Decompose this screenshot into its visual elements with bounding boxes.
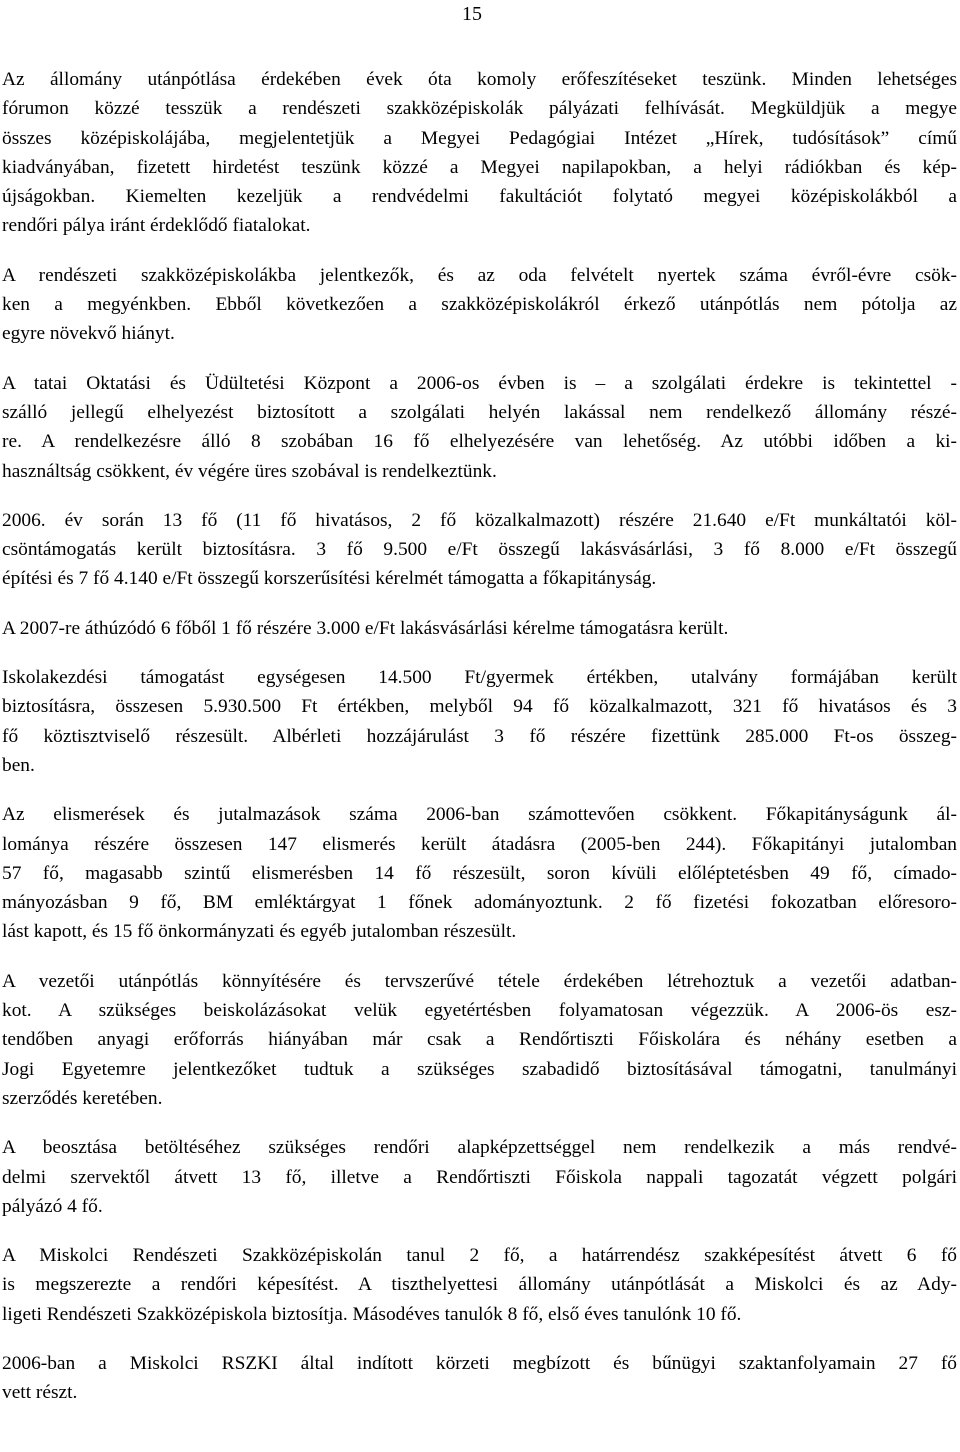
text-line: Iskolakezdési támogatást egységesen 14.500 Ft/gyermek értékben, utalvány formájában került	[2, 667, 957, 689]
paragraph	[2, 65, 957, 241]
text-line: egyre növekvő hiányt.	[2, 323, 175, 345]
page-number: 15	[462, 3, 482, 25]
text-line: biztosításra, összesen 5.930.500 Ft értékben, melyből 94 fő közalkalmazott, 321 fő hivatásos és 3	[2, 696, 957, 718]
text-line: rendőri pálya iránt érdeklődő fiatalokat.	[2, 215, 311, 237]
text-line: csöntámogatás került biztosításra. 3 fő 9.500 e/Ft összegű lakásvásárlási, 3 fő 8.000 e/Ft összegű	[2, 539, 957, 561]
text-line: A 2007-re áthúzódó 6 főből 1 fő részére 3.000 e/Ft lakásvásárlási kérelme támogatásra került.	[2, 617, 729, 639]
text-line: mányozásban 9 fő, BM emléktárgyat 1 főnek adományoztunk. 2 fő fizetési fokozatban előresoro-	[2, 892, 957, 914]
text-line: összes középiskolájába, megjelentetjük a Megyei Pedagógiai Intézet „Hírek, tudósítások” című	[2, 127, 957, 149]
text-line: építési és 7 fő 4.140 e/Ft összegű korszerűsítési kérelmét támogatta a főkapitányság.	[2, 568, 657, 590]
text-line: A rendészeti szakközépiskolákba jelentkezők, és az oda felvételt nyertek száma évről-évre csök-	[2, 264, 957, 286]
text-line: fórumon közzé tesszük a rendészeti szakközépiskolák pályázati felhívását. Megküldjük a megye	[2, 98, 957, 120]
paragraph	[2, 663, 957, 780]
text-line: lománya részére összesen 147 elismerés került átadásra (2005-ben 244). Főkapitányi jutalomban	[2, 833, 957, 855]
text-line: használtság csökkent, év végére üres szobával is rendelkeztünk.	[2, 460, 497, 482]
text-line: szerződés keretében.	[2, 1087, 163, 1109]
text-line: re. A rendelkezésre álló 8 szobában 16 fő elhelyezésére van lehetőség. Az utóbbi időben a ki-	[2, 431, 957, 453]
paragraph	[2, 1241, 957, 1329]
text-line: 2006-ban a Miskolci RSZKI által indított körzeti megbízott és bűnügyi szaktanfolyamain 27 fő	[2, 1352, 957, 1374]
text-line: Az állomány utánpótlása érdekében évek óta komoly erőfeszítéseket teszünk. Minden lehetséges	[2, 69, 957, 90]
text-line: A beosztása betöltéséhez szükséges rendőri alapképzettséggel nem rendelkezik a más rendvé-	[2, 1137, 957, 1159]
text-line: delmi szervektől átvett 13 fő, illetve a Rendőrtiszti Főiskola nappali tagozatát végzett polgári	[2, 1166, 957, 1188]
text-line: kot. A szükséges beiskolázásokat velük egyetértésben folyamatosan végezzük. A 2006-ös esz-	[2, 1000, 957, 1022]
paragraph	[2, 614, 957, 643]
text-line: ben.	[2, 754, 35, 776]
text-line: újságokban. Kiemelten kezeljük a rendvédelmi fakultációt folytató megyei középiskolákból a	[2, 186, 957, 208]
paragraph	[2, 1349, 957, 1408]
text-line: ken a megyénkben. Ebből következően a szakközépiskolákról érkező utánpótlás nem pótolja az	[2, 294, 957, 316]
text-line: ligeti Rendészeti Szakközépiskola biztosítja. Másodéves tanulók 8 fő, első éves tanulónk 10 fő.	[2, 1303, 742, 1325]
paragraph	[2, 261, 957, 349]
text-line: tendőben anyagi erőforrás hiányában már csak a Rendőrtiszti Főiskolára és néhány esetben a	[2, 1029, 957, 1051]
text-line: vett részt.	[2, 1382, 78, 1404]
text-line: A Miskolci Rendészeti Szakközépiskolán tanul 2 fő, a határrendész szakképesítést átvett 6 fő	[2, 1245, 957, 1267]
text-line: pályázó 4 fő.	[2, 1195, 103, 1217]
paragraph	[2, 506, 957, 594]
text-line: A vezetői utánpótlás könnyítésére és tervszerűvé tétele érdekében létrehoztuk a vezetői adatban-	[2, 970, 957, 992]
text-line: A tatai Oktatási és Üdültetési Központ a 2006-os évben is – a szolgálati érdekre is tekintettel -	[2, 372, 957, 394]
text-line: lást kapott, és 15 fő önkormányzati és egyéb jutalomban részesült.	[2, 921, 517, 943]
paragraph	[2, 369, 957, 486]
document-body	[2, 65, 957, 1428]
text-line: Jogi Egyetemre jelentkezőket tudtuk a szükséges szabadidő biztosításával támogatni, tanulmányi	[2, 1058, 957, 1080]
text-line: is megszerezte a rendőri képesítést. A tiszthelyettesi állomány utánpótlását a Miskolci és az Ady-	[2, 1274, 957, 1296]
text-line: szálló jellegű elhelyezést biztosított a szolgálati helyén lakással nem rendelkező állomány részé-	[2, 401, 957, 423]
text-line: kiadványában, fizetett hirdetést teszünk közzé a Megyei napilapokban, a helyi rádiókban és kép-	[2, 156, 957, 178]
paragraph	[2, 1133, 957, 1221]
text-line: 57 fő, magasabb szintű elismerésben 14 fő részesült, soron kívüli előléptetésben 49 fő, címado-	[2, 862, 957, 884]
text-line: 2006. év során 13 fő (11 fő hivatásos, 2 fő közalkalmazott) részére 21.640 e/Ft munkáltatói köl-	[2, 509, 957, 531]
paragraph	[2, 800, 957, 946]
paragraph	[2, 967, 957, 1113]
text-line: fő köztisztviselő részesült. Albérleti hozzájárulást 3 fő részére fizettünk 285.000 Ft-os összeg-	[2, 725, 957, 747]
text-line: Az elismerések és jutalmazások száma 2006-ban számottevően csökkent. Főkapitányságunk ál-	[2, 804, 957, 826]
